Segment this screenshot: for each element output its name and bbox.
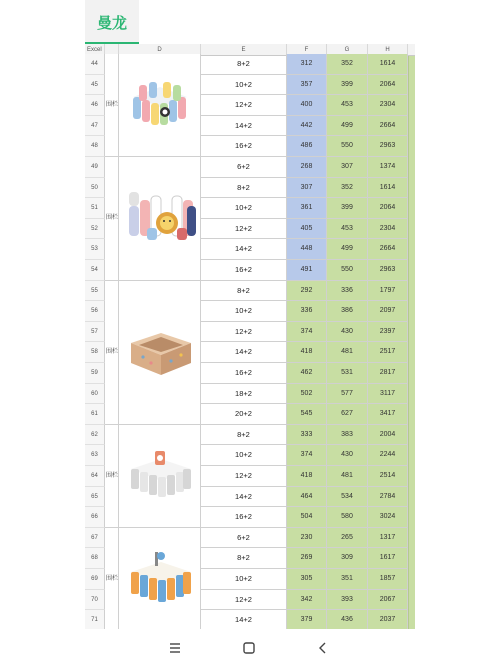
orange-blue-playpen-image [125, 550, 197, 608]
row-number[interactable]: 47 [85, 116, 105, 137]
next-column-edge [408, 56, 415, 629]
category-label: 围栏 [106, 349, 119, 356]
price-h-cell[interactable]: 2664 [368, 116, 408, 137]
lion-playpen-image [125, 188, 199, 248]
price-h-cell[interactable]: 2004 [368, 425, 408, 446]
price-g-cell[interactable]: 399 [327, 75, 368, 96]
price-g-cell[interactable]: 383 [327, 425, 368, 446]
price-h-cell[interactable]: 2097 [368, 301, 408, 322]
price-f-cell[interactable]: 491 [287, 260, 327, 281]
home-icon[interactable] [238, 637, 260, 659]
price-f-cell[interactable]: 292 [287, 281, 327, 302]
row-number[interactable]: 57 [85, 322, 105, 343]
category-cell[interactable] [105, 281, 119, 425]
square-fabric-playpen-image [125, 325, 197, 379]
price-g-cell[interactable]: 352 [327, 178, 368, 199]
corner-label[interactable]: Excel [85, 44, 105, 56]
price-f-cell[interactable]: 448 [287, 239, 327, 260]
size-cell[interactable]: 12+2 [201, 466, 287, 487]
category-label: 围栏 [106, 102, 119, 108]
size-cell[interactable]: 12+2 [201, 322, 287, 343]
price-h-cell[interactable]: 2817 [368, 363, 408, 384]
price-h-cell[interactable]: 2397 [368, 322, 408, 343]
category-cell[interactable] [105, 425, 119, 528]
price-g-cell[interactable]: 534 [327, 487, 368, 508]
price-h-cell[interactable]: 2304 [368, 219, 408, 240]
row-number[interactable]: 59 [85, 363, 105, 384]
price-h-cell[interactable]: 3117 [368, 384, 408, 405]
price-h-cell[interactable]: 1617 [368, 548, 408, 569]
size-cell[interactable]: 20+2 [201, 404, 287, 425]
size-cell[interactable]: 16+2 [201, 363, 287, 384]
price-g-cell[interactable]: 499 [327, 239, 368, 260]
price-h-cell[interactable]: 1374 [368, 157, 408, 178]
price-f-cell[interactable]: 400 [287, 95, 327, 116]
price-f-cell[interactable]: 504 [287, 507, 327, 528]
row-number[interactable]: 51 [85, 198, 105, 219]
price-h-cell[interactable]: 2784 [368, 487, 408, 508]
size-cell[interactable]: 16+2 [201, 507, 287, 528]
price-h-cell[interactable]: 2244 [368, 445, 408, 466]
row-number[interactable]: 46 [85, 95, 105, 116]
size-cell[interactable]: 16+2 [201, 260, 287, 281]
price-g-cell[interactable]: 386 [327, 301, 368, 322]
price-g-cell[interactable]: 580 [327, 507, 368, 528]
column-header-g[interactable]: G [327, 44, 368, 56]
row-number[interactable]: 64 [85, 466, 105, 487]
price-g-cell[interactable]: 453 [327, 95, 368, 116]
size-cell[interactable]: 8+2 [201, 425, 287, 446]
price-h-cell[interactable]: 1614 [368, 54, 408, 75]
size-cell[interactable]: 10+2 [201, 301, 287, 322]
price-f-cell[interactable]: 307 [287, 178, 327, 199]
size-cell[interactable]: 14+2 [201, 342, 287, 363]
price-g-cell[interactable]: 531 [327, 363, 368, 384]
back-icon[interactable] [312, 637, 334, 659]
category-cell[interactable] [105, 528, 119, 629]
size-cell[interactable]: 12+2 [201, 219, 287, 240]
price-f-cell[interactable]: 502 [287, 384, 327, 405]
price-g-cell[interactable]: 399 [327, 198, 368, 219]
size-cell[interactable]: 14+2 [201, 116, 287, 137]
size-cell[interactable]: 6+2 [201, 157, 287, 178]
price-g-cell[interactable]: 627 [327, 404, 368, 425]
price-g-cell[interactable]: 352 [327, 54, 368, 75]
category-cell[interactable] [105, 157, 119, 281]
row-number[interactable]: 65 [85, 487, 105, 508]
price-h-cell[interactable]: 3417 [368, 404, 408, 425]
row-number[interactable]: 48 [85, 136, 105, 157]
row-number[interactable]: 53 [85, 239, 105, 260]
category-cell[interactable] [105, 54, 119, 157]
app-tab-label: 曼龙 [97, 15, 128, 32]
price-g-cell[interactable]: 453 [327, 219, 368, 240]
size-cell[interactable]: 14+2 [201, 239, 287, 260]
size-cell[interactable]: 10+2 [201, 75, 287, 96]
price-h-cell[interactable]: 2963 [368, 136, 408, 157]
column-header-e[interactable]: E [201, 44, 287, 56]
price-f-cell[interactable]: 342 [287, 590, 327, 611]
row-number[interactable]: 54 [85, 260, 105, 281]
row-number[interactable]: 56 [85, 301, 105, 322]
app-header [85, 0, 415, 45]
category-label: 围栏 [106, 472, 119, 479]
price-h-cell[interactable]: 2064 [368, 198, 408, 219]
column-header-f[interactable]: F [287, 44, 327, 56]
price-h-cell[interactable]: 2963 [368, 260, 408, 281]
price-f-cell[interactable]: 379 [287, 610, 327, 629]
price-h-cell[interactable]: 1857 [368, 569, 408, 590]
price-g-cell[interactable]: 550 [327, 260, 368, 281]
row-number[interactable]: 60 [85, 384, 105, 405]
column-header-h[interactable]: H [368, 44, 408, 56]
price-g-cell[interactable]: 481 [327, 342, 368, 363]
price-f-cell[interactable]: 230 [287, 528, 327, 549]
price-f-cell[interactable]: 486 [287, 136, 327, 157]
app-tab[interactable] [85, 0, 139, 44]
price-h-cell[interactable]: 2517 [368, 342, 408, 363]
sheet-rows [85, 56, 415, 629]
row-number[interactable]: 45 [85, 75, 105, 96]
price-g-cell[interactable]: 577 [327, 384, 368, 405]
size-cell[interactable]: 10+2 [201, 569, 287, 590]
price-h-cell[interactable]: 1317 [368, 528, 408, 549]
row-number[interactable]: 55 [85, 281, 105, 302]
price-g-cell[interactable]: 436 [327, 610, 368, 629]
price-f-cell[interactable]: 312 [287, 54, 327, 75]
price-f-cell[interactable]: 305 [287, 569, 327, 590]
price-h-cell[interactable]: 2514 [368, 466, 408, 487]
size-cell[interactable]: 12+2 [201, 590, 287, 611]
menu-icon[interactable] [164, 637, 186, 659]
system-navigation-bar [0, 629, 500, 667]
colorful-playpen-image [125, 79, 195, 131]
price-f-cell[interactable]: 442 [287, 116, 327, 137]
price-g-cell[interactable]: 307 [327, 157, 368, 178]
price-f-cell[interactable]: 374 [287, 322, 327, 343]
price-f-cell[interactable]: 269 [287, 548, 327, 569]
row-number[interactable]: 62 [85, 425, 105, 446]
price-g-cell[interactable]: 351 [327, 569, 368, 590]
product-image-cell[interactable] [119, 425, 201, 528]
size-cell[interactable]: 12+2 [201, 95, 287, 116]
size-cell[interactable]: 16+2 [201, 136, 287, 157]
category-label: 围栏 [106, 575, 119, 582]
price-f-cell[interactable]: 361 [287, 198, 327, 219]
price-h-cell[interactable]: 3024 [368, 507, 408, 528]
price-g-cell[interactable]: 393 [327, 590, 368, 611]
product-image-cell[interactable] [119, 281, 201, 425]
price-h-cell[interactable]: 1614 [368, 178, 408, 199]
row-number[interactable]: 63 [85, 445, 105, 466]
size-cell[interactable]: 10+2 [201, 198, 287, 219]
price-h-cell[interactable]: 2304 [368, 95, 408, 116]
size-cell[interactable]: 10+2 [201, 445, 287, 466]
price-h-cell[interactable]: 2064 [368, 75, 408, 96]
price-f-cell[interactable]: 374 [287, 445, 327, 466]
price-g-cell[interactable]: 550 [327, 136, 368, 157]
price-g-cell[interactable]: 481 [327, 466, 368, 487]
price-g-cell[interactable]: 336 [327, 281, 368, 302]
price-f-cell[interactable]: 333 [287, 425, 327, 446]
row-number[interactable]: 49 [85, 157, 105, 178]
size-cell[interactable]: 6+2 [201, 528, 287, 549]
row-number[interactable]: 70 [85, 590, 105, 611]
size-cell[interactable]: 8+2 [201, 54, 287, 75]
size-cell[interactable]: 18+2 [201, 384, 287, 405]
product-image-cell[interactable] [119, 54, 201, 157]
column-header-d[interactable]: D [119, 44, 201, 56]
category-label: 围栏 [106, 215, 119, 222]
price-g-cell[interactable]: 309 [327, 548, 368, 569]
price-f-cell[interactable]: 336 [287, 301, 327, 322]
row-number[interactable]: 50 [85, 178, 105, 199]
row-number[interactable]: 66 [85, 507, 105, 528]
size-cell[interactable]: 14+2 [201, 610, 287, 629]
price-f-cell[interactable]: 462 [287, 363, 327, 384]
size-cell[interactable]: 14+2 [201, 487, 287, 508]
grey-playpen-image [125, 449, 197, 503]
row-number[interactable]: 44 [85, 54, 105, 75]
price-g-cell[interactable]: 265 [327, 528, 368, 549]
row-number[interactable]: 61 [85, 404, 105, 425]
row-number[interactable]: 68 [85, 548, 105, 569]
price-f-cell[interactable]: 418 [287, 342, 327, 363]
spreadsheet[interactable] [85, 44, 415, 629]
row-number[interactable]: 67 [85, 528, 105, 549]
price-h-cell[interactable]: 2067 [368, 590, 408, 611]
price-f-cell[interactable]: 464 [287, 487, 327, 508]
price-h-cell[interactable]: 2664 [368, 239, 408, 260]
price-h-cell[interactable]: 2037 [368, 610, 408, 629]
product-image-cell[interactable] [119, 157, 201, 281]
price-g-cell[interactable]: 430 [327, 445, 368, 466]
price-g-cell[interactable]: 430 [327, 322, 368, 343]
price-h-cell[interactable]: 1797 [368, 281, 408, 302]
row-number[interactable]: 58 [85, 342, 105, 363]
price-f-cell[interactable]: 357 [287, 75, 327, 96]
price-f-cell[interactable]: 418 [287, 466, 327, 487]
price-f-cell[interactable]: 545 [287, 404, 327, 425]
size-cell[interactable]: 8+2 [201, 178, 287, 199]
price-f-cell[interactable]: 405 [287, 219, 327, 240]
price-f-cell[interactable]: 268 [287, 157, 327, 178]
price-g-cell[interactable]: 499 [327, 116, 368, 137]
row-number[interactable]: 69 [85, 569, 105, 590]
product-image-cell[interactable] [119, 528, 201, 629]
row-number[interactable]: 71 [85, 610, 105, 629]
size-cell[interactable]: 8+2 [201, 281, 287, 302]
size-cell[interactable]: 8+2 [201, 548, 287, 569]
row-number[interactable]: 52 [85, 219, 105, 240]
